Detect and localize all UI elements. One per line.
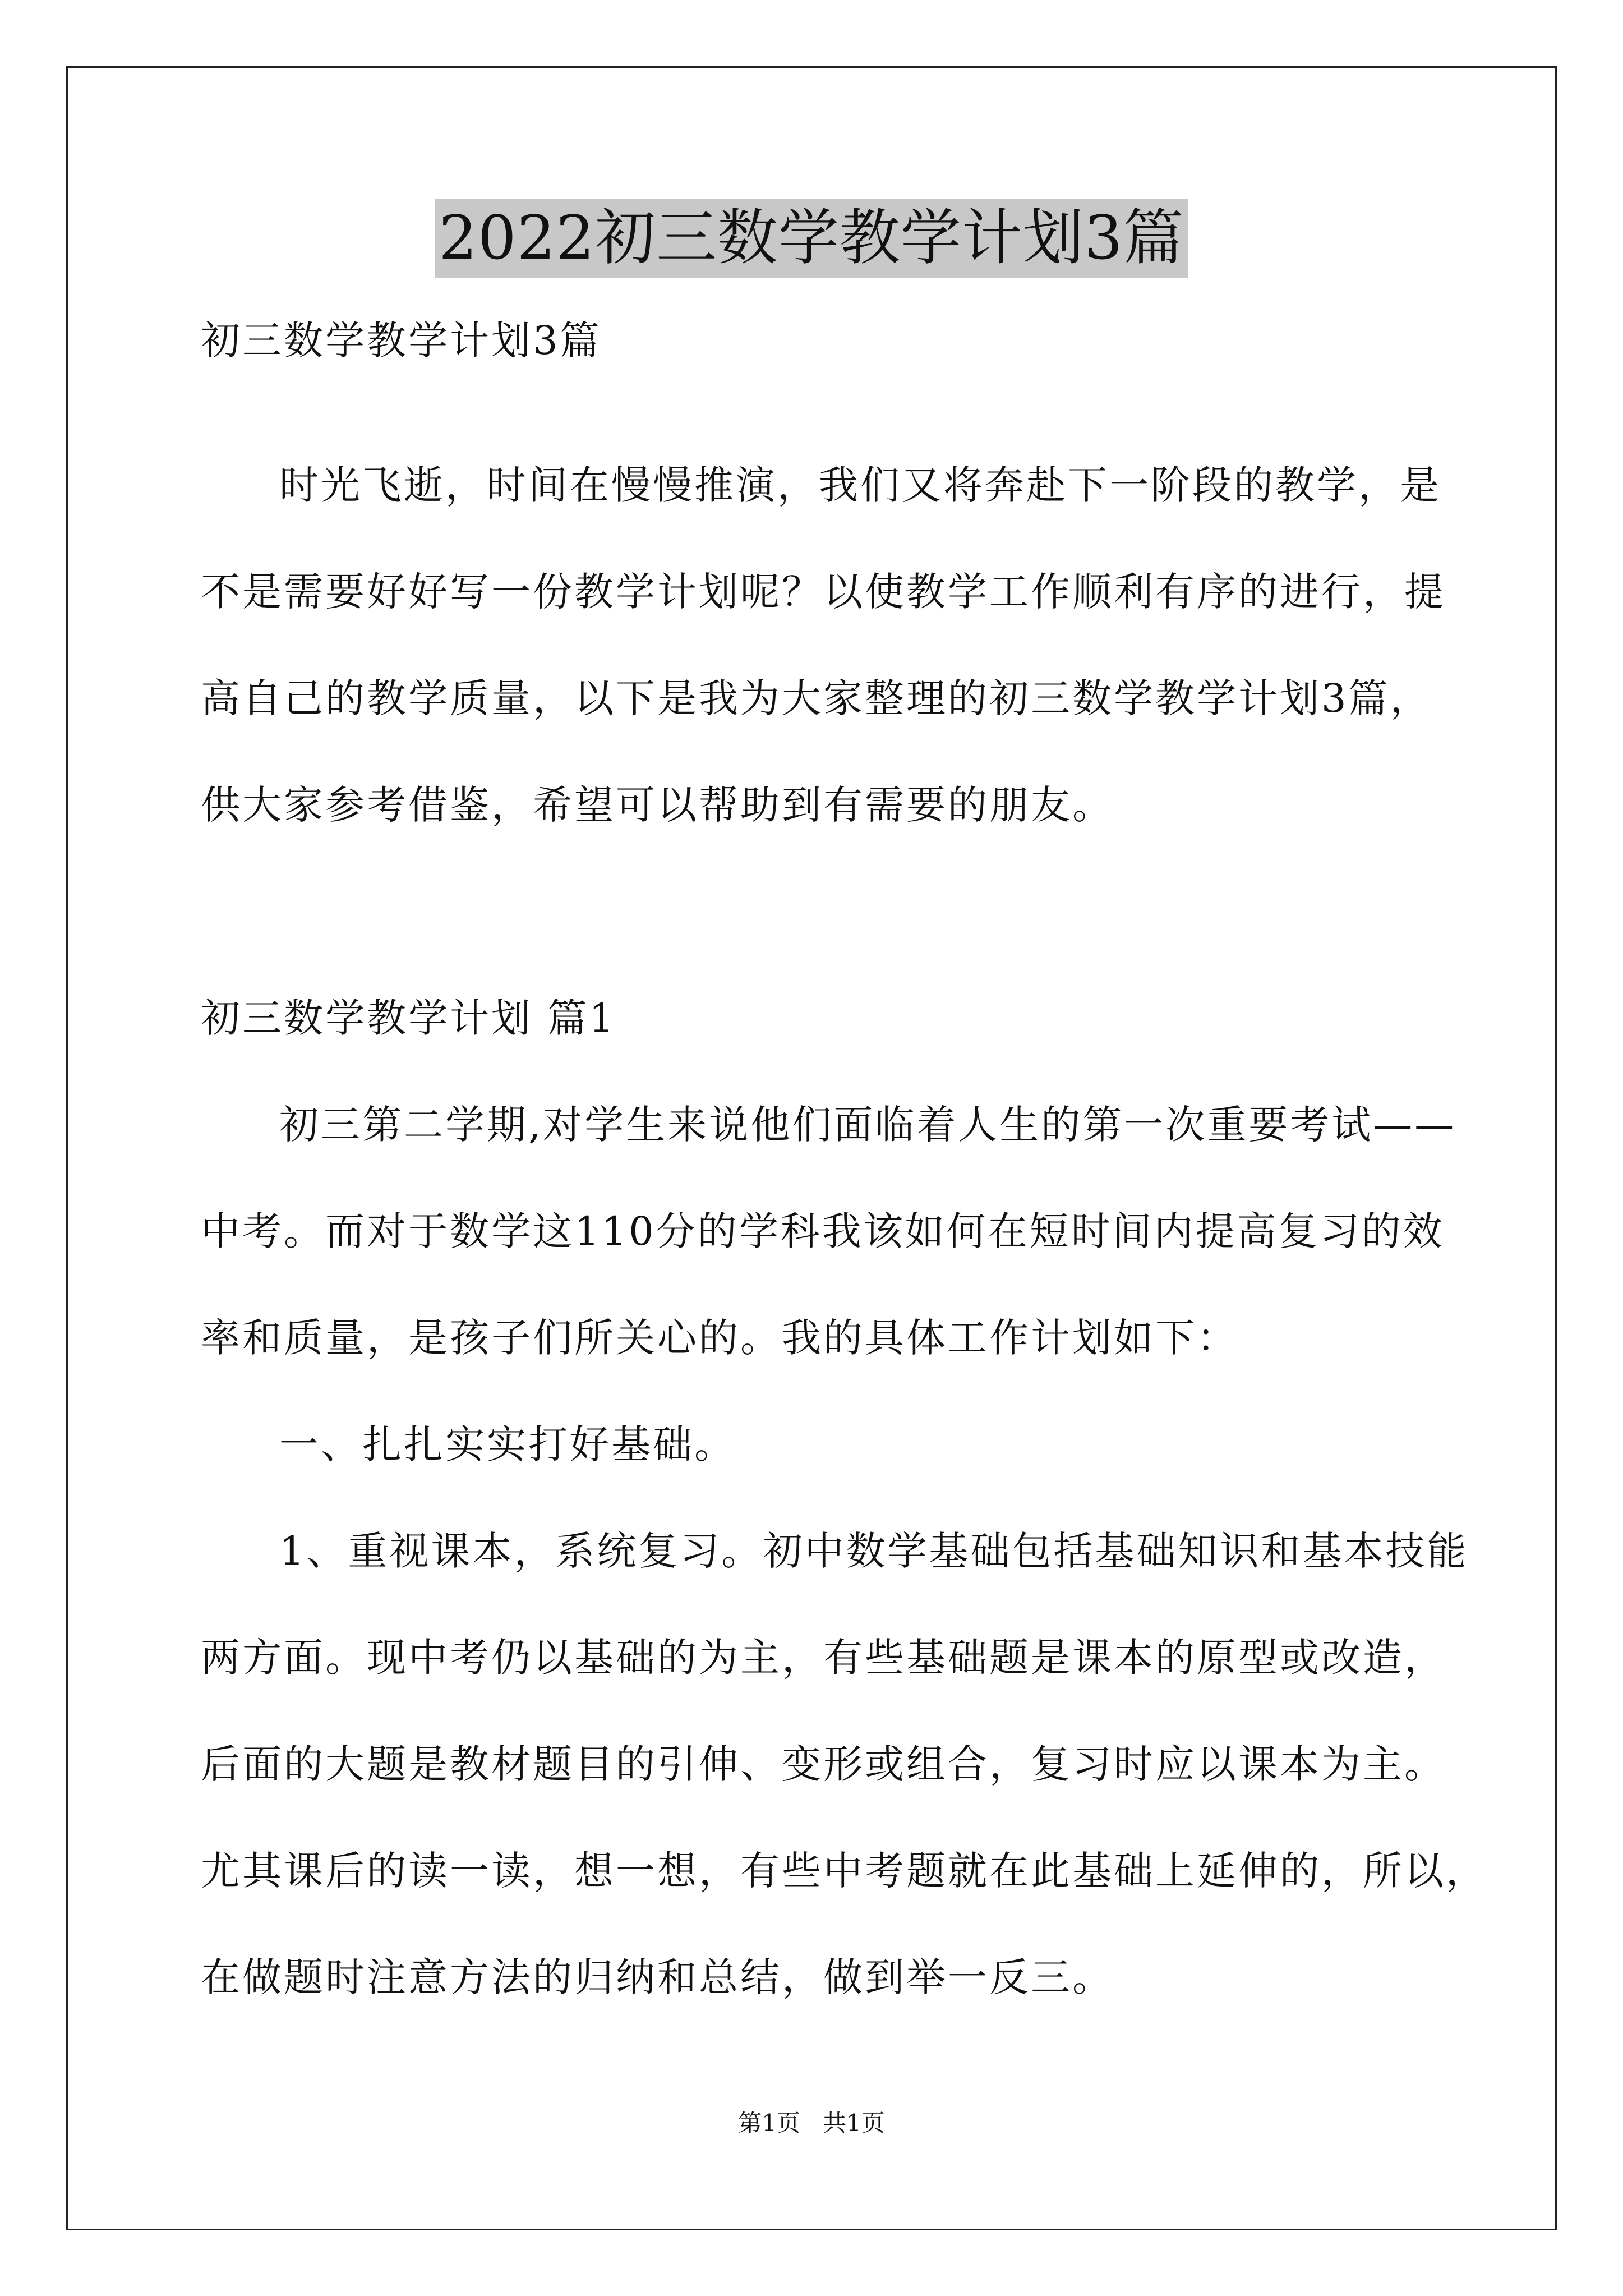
page-footer: 第1页 共1页 [738, 2109, 885, 2137]
point1-line-4: 尤其课后的读一读，想一想，有些中考题就在此基础上延伸的，所以， [201, 1848, 1487, 1894]
intro-line-1: 时光飞逝，时间在慢慢推演，我们又将奔赴下一阶段的教学，是 [279, 462, 1441, 508]
point1-line-5: 在做题时注意方法的归纳和总结，做到举一反三。 [201, 1954, 1114, 2000]
intro-line-4: 供大家参考借鉴，希望可以帮助到有需要的朋友。 [201, 782, 1114, 828]
document-title: 2022初三数学教学计划3篇 [435, 199, 1188, 278]
section-heading: 初三数学教学计划 篇1 [201, 995, 616, 1041]
intro-line-2: 不是需要好好写一份教学计划呢？以使教学工作顺利有序的进行，提 [201, 569, 1446, 615]
para1-line-3: 率和质量，是孩子们所关心的。我的具体工作计划如下： [201, 1315, 1238, 1361]
para1-line-1: 初三第二学期,对学生来说他们面临着人生的第一次重要考试—— [279, 1102, 1456, 1148]
point1-line-3: 后面的大题是教材题目的引伸、变形或组合，复习时应以课本为主。 [201, 1741, 1446, 1787]
point1-line-2: 两方面。现中考仍以基础的为主，有些基础题是课本的原型或改造， [201, 1635, 1446, 1681]
title-container [0, 199, 1623, 278]
point1-heading: 一、扎扎实实打好基础。 [279, 1421, 736, 1467]
intro-line-3: 高自己的教学质量，以下是我为大家整理的初三数学教学计划3篇， [201, 675, 1432, 721]
document-subtitle: 初三数学教学计划3篇 [201, 318, 602, 364]
para1-line-2: 中考。而对于数学这110分的学科我该如何在短时间内提高复习的效 [201, 1208, 1445, 1254]
point1-line-1: 1、重视课本，系统复习。初中数学基础包括基础知识和基本技能 [279, 1528, 1469, 1574]
